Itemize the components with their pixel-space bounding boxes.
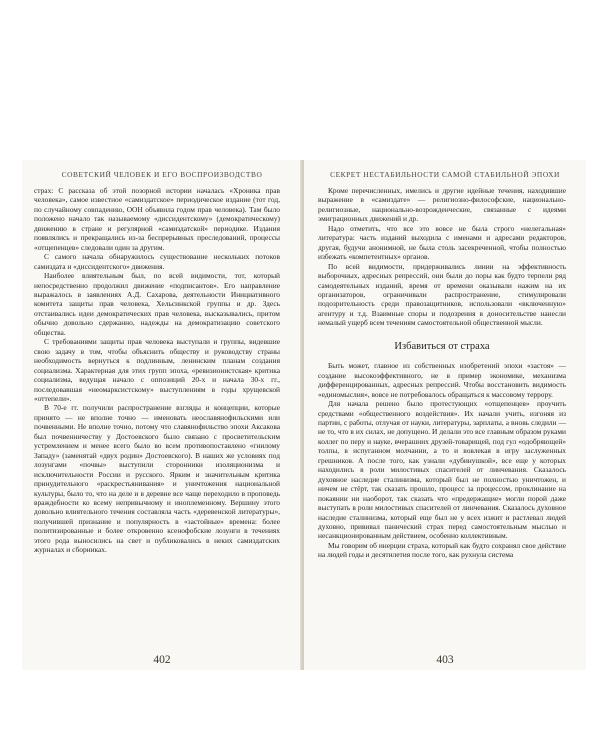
left-page-text: [34, 186, 280, 646]
paragraph: Быть может, главное из собственных изобретений эпохи «застоя» — создание высокоэффективного, не в пример экономике, механизма дифференцированных, адресных репрессий. Чтобы восстановить видимость «единомыслия», вовсе не потребовалось обращаться к массовому террору.: [318, 361, 566, 399]
paragraph: Мы говорим об инерции страха, который как будто сохранял свое действие на людей годы и десятилетия после того, как рухнула система: [318, 540, 566, 560]
paragraph: По всей видимости, придерживались линии на эффективность выборочных, адресных репрессий, они были до поры как будто терпели ряд самодеятельных изданий, время от времени оказывали нажим на их организаторов, ограничивали распространение, стимулировали подозрительность среди правозащитников, использовали «включенную» агентуру и т.д. Взаимные споры и подозрения в доносительстве нанесли немалый ущерб всем течениям самостоятельной общественной мысли.: [318, 261, 566, 328]
right-page: [304, 160, 586, 670]
running-head-left: СОВЕТСКИЙ ЧЕЛОВЕК И ЕГО ВОСПРОИЗВОДСТВО: [61, 170, 263, 179]
paragraph: В 70-е гг. получили распространение взгляды и концепции, которые принято — не вполне точно — именовать неославянофильскими или почвенными. Не вполне точно, потому что славянофильство эпохи Аксакова был почвенничеству у Достоевского было связано с просветительским устремлением и менее всего было во всем противопоставлено «гнилому Западу» (заменятай «двух родин» Достоевского). В наших же условиях под лозунгами «почвы» выступили сторонники изоляционизма и исключительности России и русского. Ярким и значительным критика принудительного «раскрестьянивания» и уничтожения национальной культуры, было то, что на деле и в деревне все чаще переходило в проповедь враждебности ко всему непривычному и иноплеменному. Вершину этого довольно влиятельного течения составляла часть «деревенской литературы», получившей признание и популярность в «застойные» времена: более политизированные и более откровенно ксенофобские лозунги в течениях этого рода выносились на свет и публиковались в неких самиздатских журналах и сборниках.: [34, 403, 280, 555]
section-heading: Избавиться от страха: [394, 340, 490, 352]
running-head-right: СЕКРЕТ НЕСТАБИЛЬНОСТИ САМОЙ СТАБИЛЬНОЙ ЭПОХИ: [330, 170, 560, 179]
page-number-right: 403: [436, 654, 454, 666]
paragraph: Наиболее влиятельным был, по всей видимости, тот, который непосредственно продолжил движение «подписантов». Его направление выражалось в заявлениях А.Д. Сахарова, деятельности Инициативного комитета защиты прав человека, Хельсинкской группы и др. Здесь отстаивались идеи демократических прав человека, высказывались, притом обычно довольно сдержанно, надежды на демократизацию советского общества.: [34, 271, 280, 337]
paragraph: Для начала решено было протестующих «отщепенцев» проучить средствами «общественного воздействия». Их начали учить, изгоняя из партии, с работы, отлучая от науки, литературы, зарплаты, а вновь следили — не то, что в их силах, не допущено. И делали это все главным образом руками коллег по перу и науке, вчерашних друзей-товарищей, под гул «одобряющей» толпы, в испуганном молчании, а то и вовлекая в игру заслуженных грешников. А после того, как узнали «дубинушкой», все еще у которых находились в роли милостивых спасителей от линчевания. Сказалось духовное наследие сталинизма, который был не полностью уничтожен, и ничем не стёрт, так сказать прошло, процесс за процессом, проклинание на покаянии ни наоборот, так сказать что «предержащие» могли порой даже выступать в роли милостивых спасителей от линчевания. Сказалось духовное наследие сталинизма, который еще был не у всех изжит и растлевал людей духовно, прививал панический страх перед самостоятельным мыслью и несанкционированным действием, особенно коллективным.: [318, 399, 566, 541]
page-number-left: 402: [153, 654, 171, 666]
paragraph: Надо отметить, что все это вовсе не была строго «нелегальная» литература: часть изданий выходила с именами и адресами редакторов, другая, будучи анонимной, не была столь засекреченной, чтобы полностью избежать «компетентных» органов.: [318, 223, 566, 262]
paragraph: С самого начала обнаружилось существование нескольких потоков самиздата и «диссидентского» движения.: [34, 252, 280, 271]
right-page-text: [318, 186, 566, 646]
paragraph: Кроме перечисленных, имелись и другие идейные течения, находившие выражение в «самиздате» — религиозно-философские, национально-религиозные, национально-возрожденческие, связанные с идеями эмиграционных движений и др.: [318, 186, 566, 224]
paragraph: страх: С рассказа об этой позорной истории началась «Хроника прав человека», самое известное «самиздатское» периодическое издание (тот год, по случайному совпадению, ООН объявила годом прав человека). Там было положено начало так называемому «диссидентскому» (демократическому) движению в стране и регулярной «самиздатской» периодике. Издания появлялись и прекращались из-за беспрерывных преследований, процессы «отщепенцев» следовали один за другим.: [34, 186, 280, 252]
left-page: [22, 160, 302, 670]
paragraph: С требованиями защиты прав человека выступали и группы, видевшие свою задачу в том, чтобы объяснить обществу и руководству страны необходимость вернуться к подлинным, ленинским планам создания социализма. Характерная для этих групп эпоха, «ревизионистская» критика социализма, ведущая начало с оппозиций 20-х и начала 30-х гг., последовавшая «неомарксистскому» выступлениям в годы хрущевской «оттепели».: [34, 337, 280, 403]
